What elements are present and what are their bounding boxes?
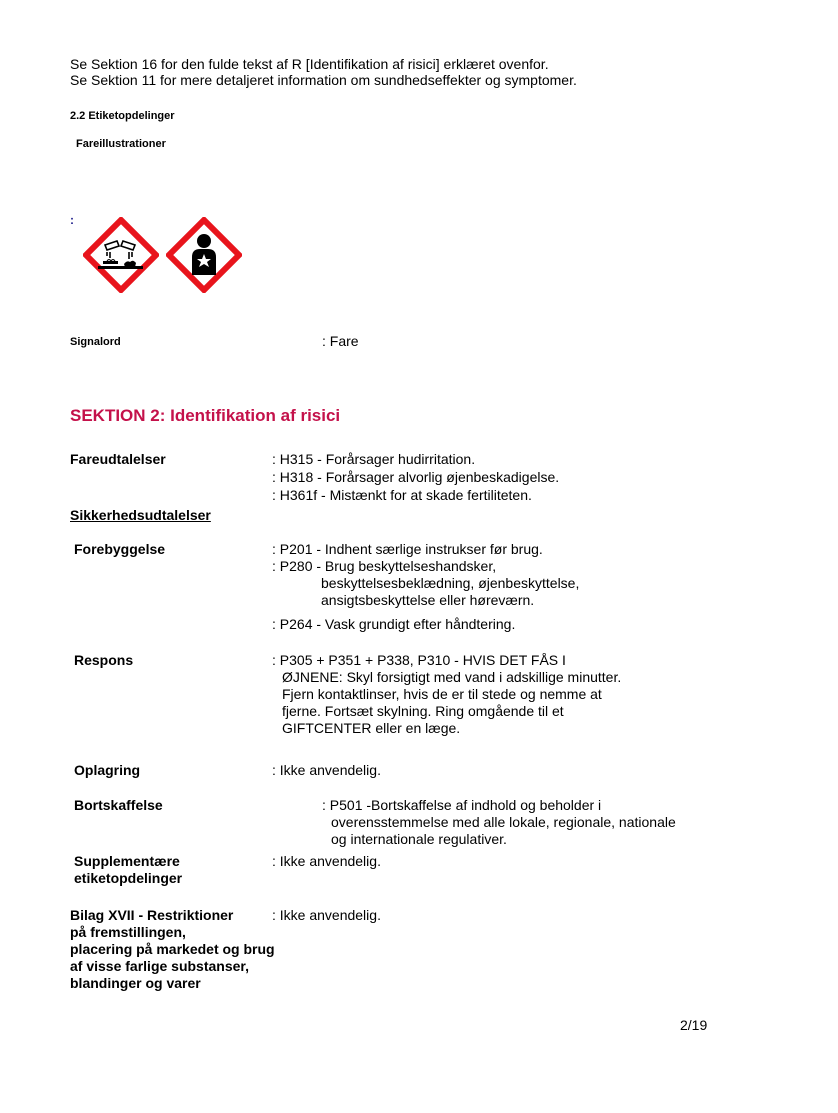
prevention-label: Forebyggelse [74,541,166,557]
annex-label-line-5: blandinger og varer [70,975,201,991]
disposal-line-1: : P501 -Bortskaffelse af indhold og beholder i [322,797,602,813]
hazard-statements-label: Fareudtalelser [70,451,166,467]
annex-label-line-2: på fremstillingen, [70,924,186,940]
annex-label-line-4: af visse farlige substanser, [70,958,249,974]
supplementary-label-line-1: Supplementære [74,853,180,869]
hazard-line-2: : H318 - Forårsager alvorlig øjenbeskadigelse. [272,469,560,485]
safety-statements-heading: Sikkerhedsudtalelser [70,507,211,523]
response-line-1: : P305 + P351 + P338, P310 - HVIS DET FÅS I [272,652,566,668]
pictograms-label: Fareillustrationer [76,138,166,150]
prevention-line-4: ansigtsbeskyttelse eller høreværn. [321,592,535,608]
health-hazard-pictogram-icon [166,217,242,293]
disposal-line-3: og internationale regulativer. [331,831,507,847]
hazard-line-3: : H361f - Mistænkt for at skade fertiliteten. [272,487,532,503]
section-2-title: SEKTION 2: Identifikation af risici [70,406,341,425]
hazard-line-1: : H315 - Forårsager hudirritation. [272,451,476,467]
page-number: 2/19 [680,1017,708,1033]
prevention-line-3: beskyttelsesbeklædning, øjenbeskyttelse, [321,575,580,591]
prevention-line-5: : P264 - Vask grundigt efter håndtering. [272,616,516,632]
annex-label-line-3: placering på markedet og brug [70,941,275,957]
supplementary-value: : Ikke anvendelig. [272,853,381,869]
signal-word-value: : Fare [322,333,359,349]
annex-value: : Ikke anvendelig. [272,907,381,923]
storage-value: : Ikke anvendelig. [272,762,381,778]
intro-line-2: Se Sektion 11 for mere detaljeret information om sundhedseffekter og symptomer. [70,72,577,88]
disposal-label: Bortskaffelse [74,797,163,813]
supplementary-label-line-2: etiketopdelinger [74,870,183,886]
storage-label: Oplagring [74,762,141,778]
annex-label-line-1: Bilag XVII - Restriktioner [70,907,234,923]
section-2-2-heading: 2.2 Etiketopdelinger [70,110,175,122]
prevention-line-1: : P201 - Indhent særlige instrukser før brug. [272,541,543,557]
pictograms-colon: : [70,213,74,227]
intro-line-1: Se Sektion 16 for den fulde tekst af R [Identifikation af risici] erklæret ovenfor. [70,56,549,72]
response-label: Respons [74,652,134,668]
response-line-5: GIFTCENTER eller en læge. [282,720,461,736]
response-line-4: fjerne. Fortsæt skylning. Ring omgående til et [282,703,564,719]
disposal-line-2: overensstemmelse med alle lokale, regionale, nationale [331,814,676,830]
prevention-line-2: : P280 - Brug beskyttelseshandsker, [272,558,497,574]
corrosion-pictogram-icon [83,217,159,293]
signal-word-label: Signalord [70,336,121,348]
response-line-3: Fjern kontaktlinser, hvis de er til stede og nemme at [282,686,602,702]
response-line-2: ØJNENE: Skyl forsigtigt med vand i adskillige minutter. [282,669,622,685]
